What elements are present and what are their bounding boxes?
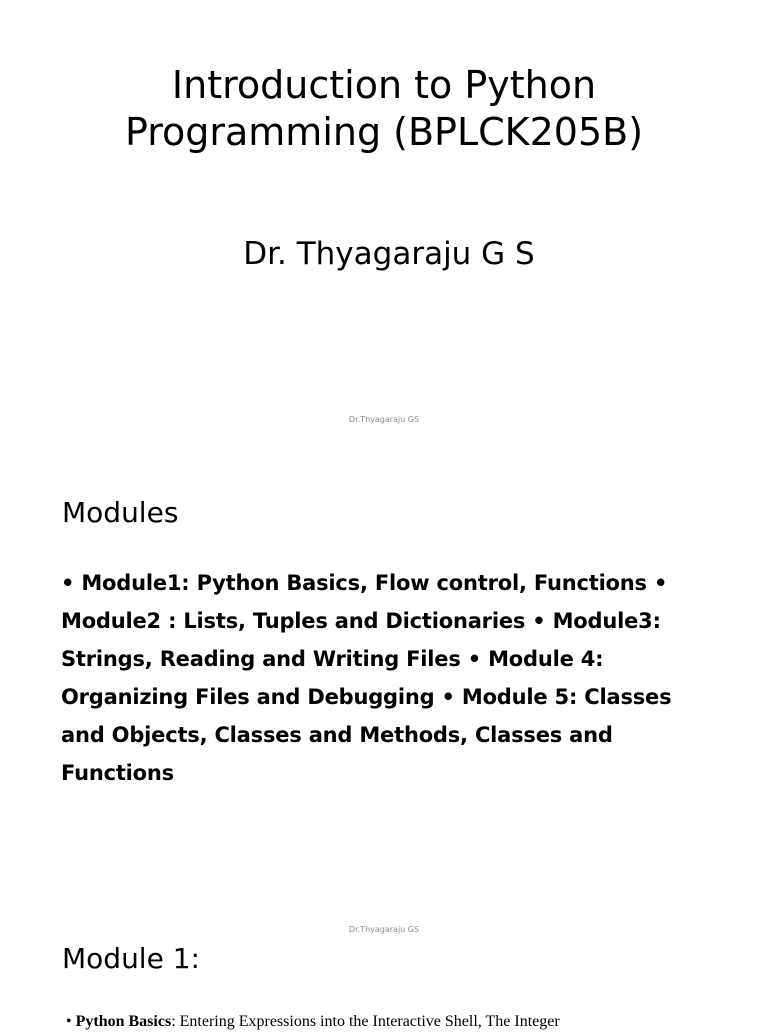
slide-footer: Dr.Thyagaraju GS <box>348 925 420 934</box>
author-subtitle: Dr. Thyagaraju G S <box>243 236 535 272</box>
title-line-1: Introduction to Python <box>171 63 597 107</box>
slide-heading: Module 1: <box>62 942 200 975</box>
title-slide <box>0 0 768 440</box>
presentation-title <box>0 62 768 156</box>
bullet-term: Python Basics <box>75 1013 172 1030</box>
bullet-marker: • <box>66 1013 72 1030</box>
modules-body: • Module1: Python Basics, Flow control, Functions • Module2 : Lists, Tuples and Dictionaries • Module3: Strings, Reading and Writing Files • Module 4: Organizing Files and Debugging • Module 5: Classes and Objects, Classes and Methods, Classes and Functions <box>61 571 672 785</box>
slide-heading: Modules <box>62 496 179 529</box>
slide-footer: Dr.Thyagaraju GS <box>348 415 420 424</box>
title-line-2: Programming (BPLCK205B) <box>124 110 644 154</box>
module-1-slide <box>0 940 768 1030</box>
modules-slide <box>0 440 768 950</box>
bullet-description: : Entering Expressions into the Interactive Shell, The Integer <box>171 1013 560 1030</box>
bullet-item <box>66 1012 766 1032</box>
